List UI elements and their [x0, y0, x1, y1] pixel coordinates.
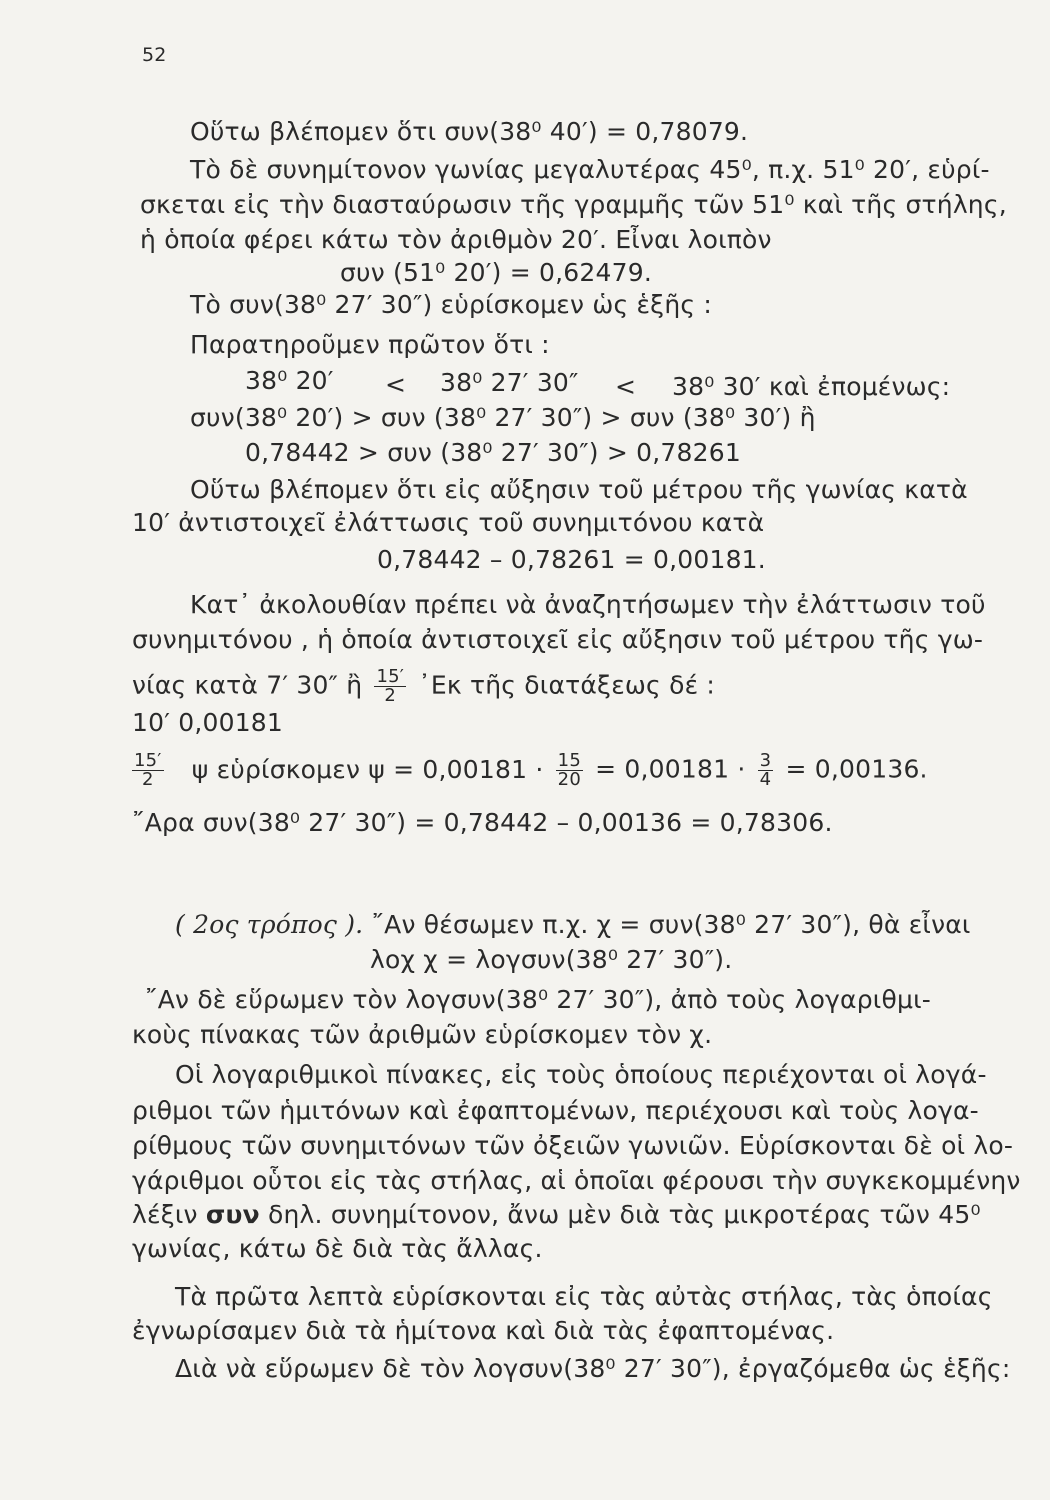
inequality-left: 38⁰ 20′: [245, 366, 334, 395]
text-line-30: Τὰ πρῶτα λεπτὰ εὑρίσκονται εἰς τὰς αὐτὰς στήλας, τὰς ὁποίας: [175, 1282, 993, 1311]
formula-line-13: 0,78442 – 0,78261 = 0,00181.: [377, 545, 766, 574]
formula-line-18: [132, 752, 928, 789]
text-line-4: ἡ ὁποία φέρει κάτω τὸν ἀριθμὸν 20′. Εἶναι λοιπὸν: [140, 225, 772, 254]
text-line-26: ρίθμους τῶν συνημιτόνων τῶν ὀξειῶν γωνιῶν. Εὑρίσκονται δὲ οἱ λο-: [132, 1131, 1014, 1160]
formula-line-10: 0,78442 > συν (38⁰ 27′ 30″) > 0,78261: [245, 438, 741, 467]
bold-word-syn: συν: [205, 1200, 260, 1229]
text-line-28: [132, 1200, 981, 1230]
text-line-25: ριθμοι τῶν ἡμιτόνων καὶ ἐφαπτομένων, περιέχουσι καὶ τοὺς λογα-: [132, 1096, 979, 1125]
formula-line-19: ῎Αρα συν(38⁰ 27′ 30″) = 0,78442 – 0,00136 = 0,78306.: [132, 808, 833, 837]
fraction-numerator: 15′: [376, 666, 405, 687]
formula-line-18-c: = 0,00136.: [785, 754, 928, 784]
text-line-1: Οὕτω βλέπομεν ὅτι συν(38⁰ 40′) = 0,78079.: [190, 117, 749, 146]
text-line-31: ἐγνωρίσαμεν διὰ τὰ ἡμίτονα καὶ διὰ τὰς ἐφαπτομένας.: [132, 1316, 835, 1345]
text-line-20: [175, 910, 971, 940]
text-line-3: σκεται εἰς τὴν διασταύρωσιν τῆς γραμμῆς τῶν 51⁰ καὶ τῆς στήλης,: [140, 190, 1007, 219]
formula-line-21: λοχ χ = λογσυν(38⁰ 27′ 30″).: [370, 945, 733, 974]
text-line-29: γωνίας, κάτω δὲ διὰ τὰς ἄλλας.: [132, 1234, 543, 1263]
formula-line-5: συν (51⁰ 20′) = 0,62479.: [340, 258, 652, 287]
text-line-23: κοὺς πίνακας τῶν ἀριθμῶν εὑρίσκομεν τὸν χ.: [132, 1020, 713, 1049]
fraction-denominator: 20: [557, 769, 581, 790]
fraction-numerator: 15′: [134, 750, 162, 771]
text-line-28-end: δηλ. συνημίτονον, ἄνω μὲν διὰ τὰς μικροτέρας τῶν 45⁰: [267, 1200, 981, 1229]
fraction-denominator: 2: [374, 686, 406, 705]
formula-line-9: συν(38⁰ 20′) > συν (38⁰ 27′ 30″) > συν (38⁰ 30′) ἢ: [190, 403, 816, 432]
text-line-6: Τὸ συν(38⁰ 27′ 30″) εὑρίσκομεν ὡς ἑξῆς :: [190, 290, 713, 319]
fraction-15-over-2: [374, 668, 406, 705]
text-line-16-start: νίας κατὰ 7′ 30″ ἢ: [132, 670, 363, 700]
text-line-15: συνημιτόνου , ἡ ὁποία ἀντιστοιχεῖ εἰς αὔξησιν τοῦ μέτρου τῆς γω-: [132, 625, 984, 654]
page-number: 52: [142, 44, 167, 66]
fraction-denominator: 2: [132, 770, 164, 789]
fraction-15-over-20: [556, 752, 583, 789]
less-than-sign-1: <: [385, 370, 407, 399]
text-line-11: Οὕτω βλέπομεν ὅτι εἰς αὔξησιν τοῦ μέτρου τῆς γωνίας κατὰ: [190, 475, 968, 504]
fraction-3-over-4: [758, 752, 774, 789]
text-line-16-end: ᾿Εκ τῆς διατάξεως δέ :: [418, 670, 716, 700]
inequality-right: 38⁰ 30′ καὶ ἐπομένως:: [672, 372, 951, 401]
fraction-15-over-2-b: [132, 752, 164, 789]
text-line-2: Τὸ δὲ συνημίτονον γωνίας μεγαλυτέρας 45⁰, π.χ. 51⁰ 20′, εὑρί-: [190, 155, 990, 184]
fraction-numerator: 15: [557, 750, 581, 771]
text-line-22: ῎Αν δὲ εὕρωμεν τὸν λογσυν(38⁰ 27′ 30″), ἀπὸ τοὺς λογαριθμι-: [145, 985, 931, 1014]
text-line-17: 10′ 0,00181: [132, 708, 284, 737]
formula-line-18-b: = 0,00181 ·: [595, 754, 746, 784]
text-line-16: [132, 668, 715, 705]
formula-line-18-a: ψ εὑρίσκομεν ψ = 0,00181 ·: [191, 754, 544, 784]
text-line-7: Παρατηροῦμεν πρῶτον ὅτι :: [190, 330, 550, 359]
text-line-32: Διὰ νὰ εὕρωμεν δὲ τὸν λογσυν(38⁰ 27′ 30″), ἐργαζόμεθα ὡς ἑξῆς:: [175, 1354, 1011, 1383]
text-line-27: γάριθμοι οὗτοι εἰς τὰς στήλας, αἱ ὁποῖαι φέρουσι τὴν συγκεκομμένην: [132, 1166, 1021, 1195]
text-line-28-start: λέξιν: [132, 1200, 198, 1229]
text-line-12: 10′ ἀντιστοιχεῖ ἐλάττωσις τοῦ συνημιτόνου κατὰ: [132, 508, 765, 537]
text-line-24: Οἱ λογαριθμικοὶ πίνακες, εἰς τοὺς ὁποίους περιέχονται οἱ λογά-: [175, 1060, 987, 1089]
method-heading: ( 2ος τρόπος ).: [175, 910, 364, 939]
text-line-20-rest: ῎Αν θέσωμεν π.χ. χ = συν(38⁰ 27′ 30″), θὰ εἶναι: [371, 910, 971, 939]
less-than-sign-2: <: [615, 372, 637, 401]
text-line-14: Κατ᾽ ἀκολουθίαν πρέπει νὰ ἀναζητήσωμεν τὴν ἐλάττωσιν τοῦ: [190, 590, 986, 619]
fraction-numerator: 3: [759, 750, 772, 771]
inequality-middle: 38⁰ 27′ 30″: [440, 368, 579, 397]
fraction-denominator: 4: [759, 769, 772, 790]
